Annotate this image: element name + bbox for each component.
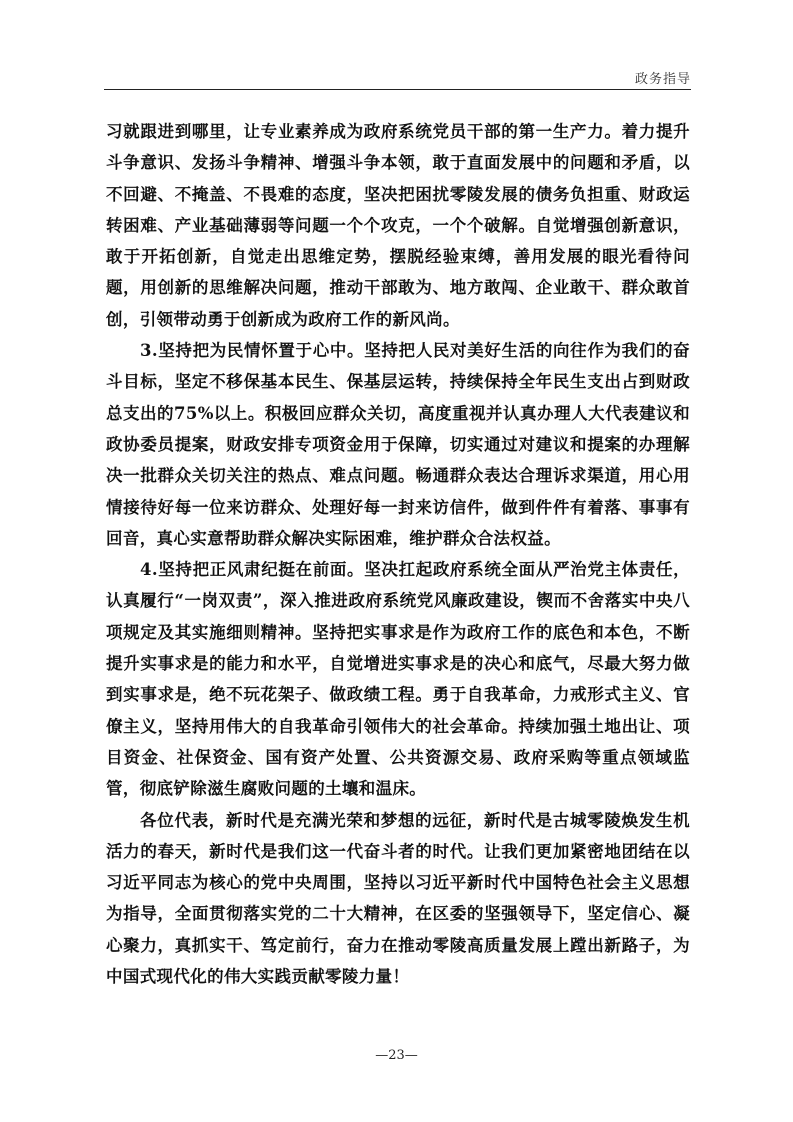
header-title: 政务指导: [634, 72, 691, 87]
paragraph-item-4: 4.坚持把正风肃纪挺在前面。坚决扛起政府系统全面从严治党主体责任，认真履行“一岗双责”，深入推进政府系统党风廉政建设，锲而不舍落实中央八项规定及其实施细则精神。坚持把实事求是作为政府工作的底色和本色，不断提升实事求是的能力和水平，自觉增进实事求是的决心和底气，尽最大努力做到实事求是，绝不玩花架子、做政绩工程。勇于自我革命，力戒形式主义、官僚主义，坚持用伟大的自我革命引领伟大的社会革命。持续加强土地出让、项目资金、社保资金、国有资产处置、公共资源交易、政府采购等重点领域监管，彻底铲除滋生腐败问题的土壤和温床。: [106, 560, 690, 799]
body-text: [106, 116, 690, 992]
page-header: [104, 64, 691, 90]
paragraph-closing: 各位代表，新时代是充满光荣和梦想的远征，新时代是古城零陵焕发生机活力的春天，新时代是我们这一代奋斗者的时代。让我们更加紧密地团结在以习近平同志为核心的党中央周围，坚持以习近平新时代中国特色社会主义思想为指导，全面贯彻落实党的二十大精神，在区委的坚强领导下，坚定信心、凝心聚力，真抓实干、笃定前行，奋力在推动零陵高质量发展上蹚出新路子，为中国式现代化的伟大实践贡献零陵力量！: [106, 810, 690, 987]
paragraph-continued: 习就跟进到哪里，让专业素养成为政府系统党员干部的第一生产力。着力提升斗争意识、发扬斗争精神、增强斗争本领，敢于直面发展中的问题和矛盾，以不回避、不掩盖、不畏难的态度，坚决把困扰零陵发展的债务负担重、财政运转困难、产业基础薄弱等问题一个个攻克，一个个破解。自觉增强创新意识，敢于开拓创新，自觉走出思维定势，摆脱经验束缚，善用发展的眼光看待问题，用创新的思维解决问题，推动干部敢为、地方敢闯、企业敢干、群众敢首创，引领带动勇于创新成为政府工作的新风尚。: [106, 122, 690, 329]
header-divider: [104, 89, 691, 90]
paragraph-item-3: 3.坚持把为民情怀置于心中。坚持把人民对美好生活的向往作为我们的奋斗目标，坚定不移保基本民生、保基层运转，持续保持全年民生支出占到财政总支出的75%以上。积极回应群众关切，高度重视并认真办理人大代表建议和政协委员提案，财政安排专项资金用于保障，切实通过对建议和提案的办理解决一批群众关切关注的热点、难点问题。畅通群众表达合理诉求渠道，用心用情接待好每一位来访群众、处理好每一封来访信件，做到件件有着落、事事有回音，真心实意帮助群众解决实际困难，维护群众合法权益。: [106, 341, 690, 548]
page-number: —23—: [375, 1048, 418, 1063]
